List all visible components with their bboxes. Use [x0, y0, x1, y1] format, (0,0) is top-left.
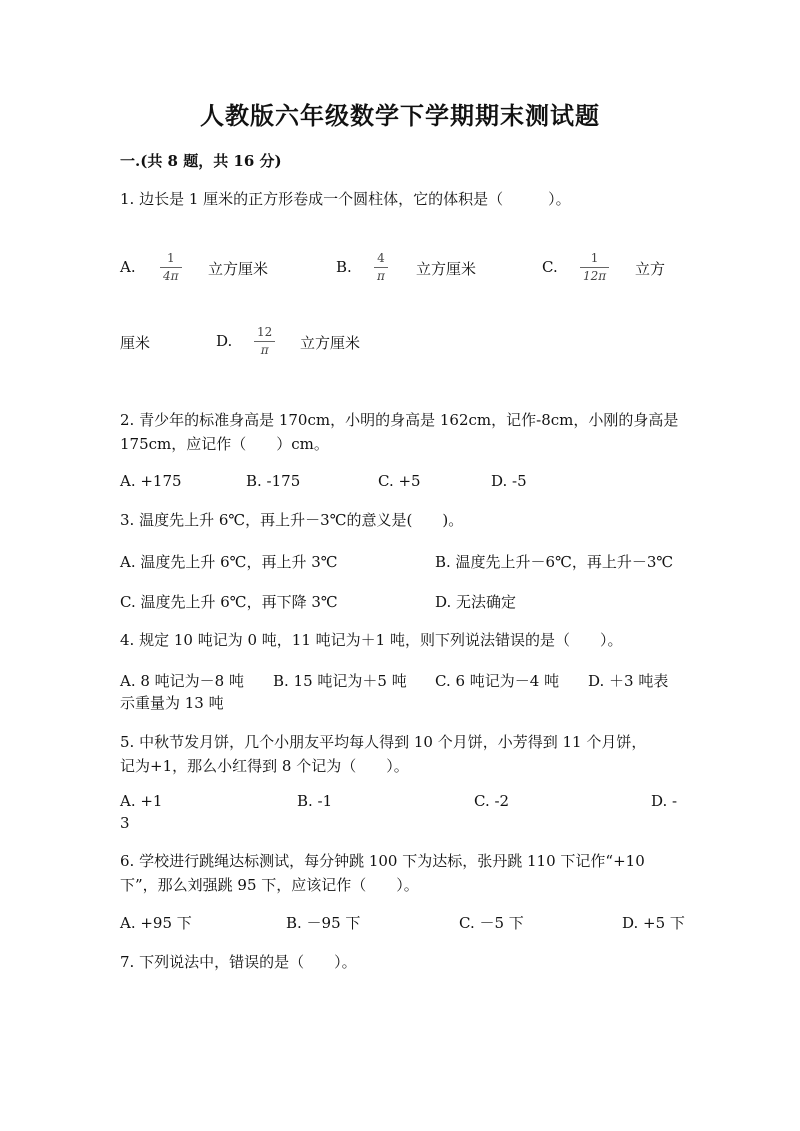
q3-option-a: A. 温度先上升 6℃，再上升 3℃	[120, 553, 338, 571]
q1-option-c-letter: C.	[542, 258, 558, 276]
fraction-denominator: π	[260, 343, 269, 357]
question-3-stem: 3. 温度先上升 6℃，再上升－3℃的意义是( )。	[120, 511, 464, 529]
q1-option-d-letter: D.	[216, 332, 233, 350]
page-title: 人教版六年级数学下学期期末测试题	[200, 102, 600, 130]
fraction-denominator: π	[377, 269, 385, 283]
q1-option-b-letter: B.	[336, 258, 352, 276]
fraction-numerator: 12	[257, 325, 273, 339]
q1-option-d-unit: 立方厘米	[300, 334, 361, 352]
q3-option-c: C. 温度先上升 6℃，再下降 3℃	[120, 593, 338, 611]
q4-option-b: B. 15 吨记为＋5 吨	[273, 672, 407, 690]
q4-option-c: C. 6 吨记为－4 吨	[435, 672, 560, 690]
q6-option-d: D. +5 下	[622, 914, 685, 932]
q1-option-c-unit: 立方	[635, 260, 666, 278]
q4-option-d-wrap: 示重量为 13 吨	[120, 694, 224, 712]
q2-option-b: B. -175	[246, 472, 301, 490]
q1-option-b-fraction	[374, 252, 388, 283]
q3-option-b: B. 温度先上升－6℃，再上升－3℃	[435, 553, 674, 571]
fraction-numerator: 4	[377, 251, 385, 265]
q5-option-c: C. -2	[474, 792, 510, 810]
q5-option-b: B. -1	[297, 792, 333, 810]
q1-option-c-fraction	[580, 252, 609, 283]
question-4-stem: 4. 规定 10 吨记为 0 吨，11 吨记为＋1 吨，则下列说法错误的是（ ）。	[120, 631, 623, 649]
q5-option-d-wrap: 3	[120, 814, 130, 832]
fraction-numerator: 1	[166, 251, 175, 265]
q4-option-d: D. ＋3 吨表	[588, 672, 669, 690]
question-6-line-2: 下”，那么刘强跳 95 下，应该记作（ ）。	[120, 876, 419, 894]
q2-option-a: A. +175	[120, 472, 182, 490]
q1-option-a-unit: 立方厘米	[208, 260, 269, 278]
q3-option-d: D. 无法确定	[435, 593, 517, 611]
q6-option-c: C. －5 下	[459, 914, 524, 932]
q1-option-c-unit-wrap: 厘米	[120, 334, 151, 352]
q2-option-d: D. -5	[491, 472, 527, 490]
question-5-line-2: 记为+1，那么小红得到 8 个记为（ ）。	[120, 757, 409, 775]
question-7-stem: 7. 下列说法中，错误的是（ ）。	[120, 953, 357, 971]
q6-option-b: B. －95 下	[286, 914, 361, 932]
question-2-line-2: 175cm，应记作（ ）cm。	[120, 435, 329, 453]
question-6-line-1: 6. 学校进行跳绳达标测试，每分钟跳 100 下为达标，张丹跳 110 下记作“+10	[120, 852, 645, 870]
q1-option-a-fraction	[160, 252, 182, 283]
section-heading: 一.(共 8 题，共 16 分)	[120, 152, 282, 170]
q1-option-b-unit: 立方厘米	[416, 260, 477, 278]
q1-option-d-fraction	[254, 326, 275, 357]
q1-option-a-letter: A.	[120, 258, 136, 276]
question-1-stem: 1. 边长是 1 厘米的正方形卷成一个圆柱体，它的体积是（ ）。	[120, 190, 571, 208]
q4-option-a: A. 8 吨记为－8 吨	[120, 672, 244, 690]
fraction-denominator: 12π	[583, 269, 607, 283]
fraction-denominator: 4π	[163, 269, 179, 283]
question-5-line-1: 5. 中秋节发月饼，几个小朋友平均每人得到 10 个月饼，小芳得到 11 个月饼，	[120, 733, 647, 751]
fraction-numerator: 1	[590, 251, 599, 265]
q2-option-c: C. +5	[378, 472, 421, 490]
question-2-line-1: 2. 青少年的标准身高是 170cm，小明的身高是 162cm，记作-8cm，小刚的身高是	[120, 411, 679, 429]
q5-option-d: D. -	[651, 792, 678, 810]
q6-option-a: A. +95 下	[120, 914, 192, 932]
q5-option-a: A. +1	[120, 792, 163, 810]
